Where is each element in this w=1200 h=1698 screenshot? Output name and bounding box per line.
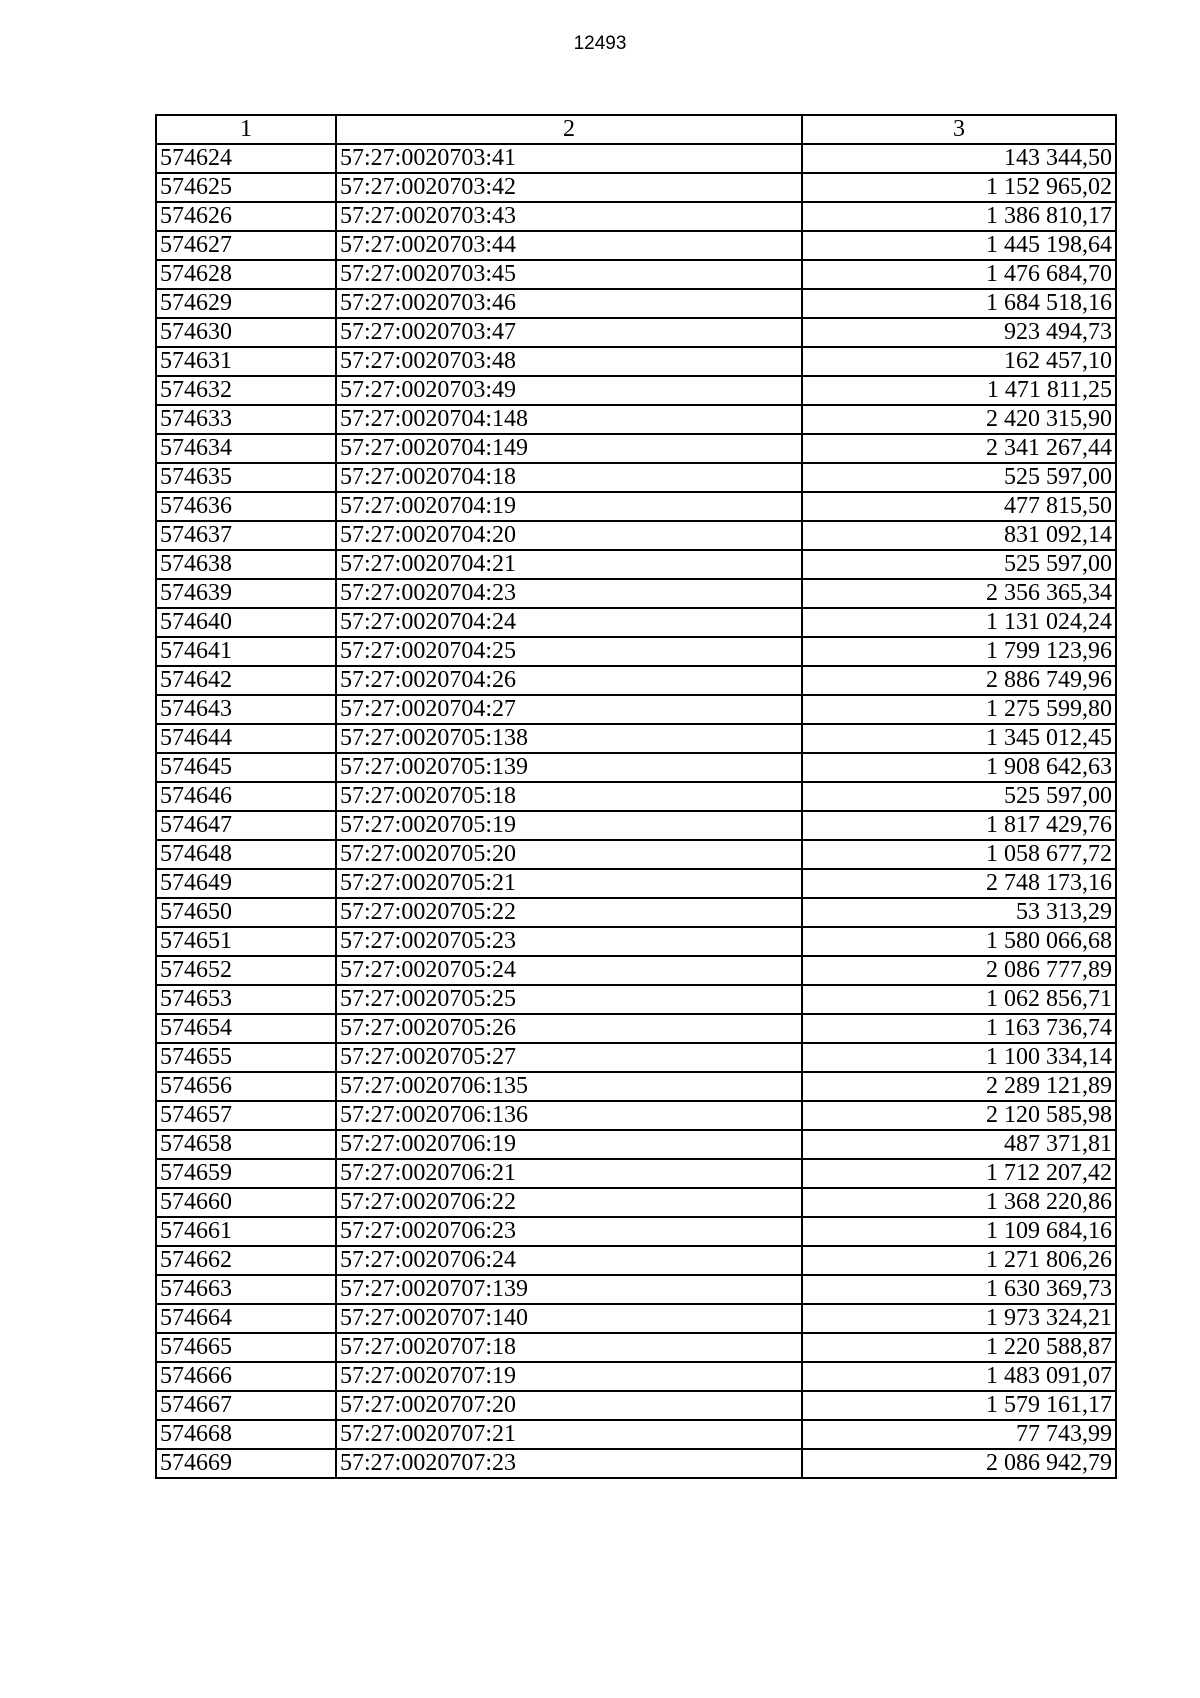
table-row (156, 1072, 1116, 1101)
value-cell: 1 817 429,76 (802, 811, 1116, 840)
value-cell: 2 748 173,16 (802, 869, 1116, 898)
cadastral-number-cell: 57:27:0020704:27 (336, 695, 802, 724)
table-row (156, 1275, 1116, 1304)
value-cell: 2 086 942,79 (802, 1449, 1116, 1478)
cadastral-number-cell: 57:27:0020704:26 (336, 666, 802, 695)
row-number-cell: 574663 (156, 1275, 336, 1304)
value-cell: 2 420 315,90 (802, 405, 1116, 434)
registry-table (155, 114, 1117, 1479)
cadastral-number-cell: 57:27:0020703:48 (336, 347, 802, 376)
cadastral-number-cell: 57:27:0020706:136 (336, 1101, 802, 1130)
table-row (156, 1391, 1116, 1420)
cadastral-number-cell: 57:27:0020705:21 (336, 869, 802, 898)
row-number-cell: 574628 (156, 260, 336, 289)
value-cell: 1 445 198,64 (802, 231, 1116, 260)
cadastral-number-cell: 57:27:0020705:26 (336, 1014, 802, 1043)
row-number-cell: 574652 (156, 956, 336, 985)
cadastral-number-cell: 57:27:0020705:23 (336, 927, 802, 956)
table-row (156, 173, 1116, 202)
cadastral-number-cell: 57:27:0020703:46 (336, 289, 802, 318)
value-cell: 1 580 066,68 (802, 927, 1116, 956)
value-cell: 477 815,50 (802, 492, 1116, 521)
table-row (156, 1362, 1116, 1391)
table-body (156, 144, 1116, 1478)
table-row (156, 724, 1116, 753)
value-cell: 1 630 369,73 (802, 1275, 1116, 1304)
row-number-cell: 574625 (156, 173, 336, 202)
row-number-cell: 574659 (156, 1159, 336, 1188)
table-row (156, 985, 1116, 1014)
table-row (156, 695, 1116, 724)
table-row (156, 1188, 1116, 1217)
cadastral-number-cell: 57:27:0020704:20 (336, 521, 802, 550)
cadastral-number-cell: 57:27:0020707:139 (336, 1275, 802, 1304)
table-row (156, 1304, 1116, 1333)
value-cell: 1 152 965,02 (802, 173, 1116, 202)
table-row (156, 956, 1116, 985)
row-number-cell: 574638 (156, 550, 336, 579)
cadastral-number-cell: 57:27:0020706:21 (336, 1159, 802, 1188)
cadastral-number-cell: 57:27:0020707:140 (336, 1304, 802, 1333)
cadastral-number-cell: 57:27:0020707:19 (336, 1362, 802, 1391)
row-number-cell: 574651 (156, 927, 336, 956)
row-number-cell: 574653 (156, 985, 336, 1014)
cadastral-number-cell: 57:27:0020705:138 (336, 724, 802, 753)
table-row (156, 1014, 1116, 1043)
cadastral-number-cell: 57:27:0020706:135 (336, 1072, 802, 1101)
cadastral-number-cell: 57:27:0020706:22 (336, 1188, 802, 1217)
value-cell: 1 062 856,71 (802, 985, 1116, 1014)
value-cell: 1 799 123,96 (802, 637, 1116, 666)
cadastral-number-cell: 57:27:0020704:21 (336, 550, 802, 579)
table-row (156, 898, 1116, 927)
row-number-cell: 574645 (156, 753, 336, 782)
table-row (156, 405, 1116, 434)
row-number-cell: 574626 (156, 202, 336, 231)
value-cell: 143 344,50 (802, 144, 1116, 173)
cadastral-number-cell: 57:27:0020705:19 (336, 811, 802, 840)
cadastral-number-cell: 57:27:0020703:47 (336, 318, 802, 347)
row-number-cell: 574644 (156, 724, 336, 753)
cadastral-number-cell: 57:27:0020705:139 (336, 753, 802, 782)
row-number-cell: 574637 (156, 521, 336, 550)
table-row (156, 1217, 1116, 1246)
header-row (156, 115, 1116, 144)
value-cell: 2 341 267,44 (802, 434, 1116, 463)
row-number-cell: 574636 (156, 492, 336, 521)
row-number-cell: 574641 (156, 637, 336, 666)
cadastral-number-cell: 57:27:0020706:19 (336, 1130, 802, 1159)
value-cell: 1 973 324,21 (802, 1304, 1116, 1333)
table-row (156, 1420, 1116, 1449)
row-number-cell: 574634 (156, 434, 336, 463)
row-number-cell: 574647 (156, 811, 336, 840)
value-cell: 2 086 777,89 (802, 956, 1116, 985)
table-row (156, 521, 1116, 550)
value-cell: 831 092,14 (802, 521, 1116, 550)
row-number-cell: 574649 (156, 869, 336, 898)
cadastral-number-cell: 57:27:0020704:18 (336, 463, 802, 492)
value-cell: 1 579 161,17 (802, 1391, 1116, 1420)
table-header (156, 115, 1116, 144)
row-number-cell: 574627 (156, 231, 336, 260)
row-number-cell: 574654 (156, 1014, 336, 1043)
cadastral-number-cell: 57:27:0020703:43 (336, 202, 802, 231)
value-cell: 1 100 334,14 (802, 1043, 1116, 1072)
table-row (156, 666, 1116, 695)
value-cell: 1 386 810,17 (802, 202, 1116, 231)
table-row (156, 202, 1116, 231)
cadastral-number-cell: 57:27:0020705:25 (336, 985, 802, 1014)
cadastral-number-cell: 57:27:0020707:21 (336, 1420, 802, 1449)
row-number-cell: 574648 (156, 840, 336, 869)
value-cell: 1 058 677,72 (802, 840, 1116, 869)
row-number-cell: 574635 (156, 463, 336, 492)
value-cell: 2 356 365,34 (802, 579, 1116, 608)
row-number-cell: 574632 (156, 376, 336, 405)
cadastral-number-cell: 57:27:0020705:24 (336, 956, 802, 985)
row-number-cell: 574624 (156, 144, 336, 173)
cadastral-number-cell: 57:27:0020704:24 (336, 608, 802, 637)
value-cell: 1 476 684,70 (802, 260, 1116, 289)
cadastral-number-cell: 57:27:0020704:25 (336, 637, 802, 666)
cadastral-number-cell: 57:27:0020707:23 (336, 1449, 802, 1478)
table-row (156, 608, 1116, 637)
table-row (156, 840, 1116, 869)
cadastral-number-cell: 57:27:0020703:42 (336, 173, 802, 202)
value-cell: 1 483 091,07 (802, 1362, 1116, 1391)
table-row (156, 318, 1116, 347)
row-number-cell: 574657 (156, 1101, 336, 1130)
row-number-cell: 574665 (156, 1333, 336, 1362)
table-row (156, 869, 1116, 898)
table-row (156, 1159, 1116, 1188)
row-number-cell: 574668 (156, 1420, 336, 1449)
table-row (156, 753, 1116, 782)
column-header-2: 2 (336, 115, 802, 144)
table-row (156, 434, 1116, 463)
value-cell: 2 886 749,96 (802, 666, 1116, 695)
row-number-cell: 574631 (156, 347, 336, 376)
cadastral-number-cell: 57:27:0020703:41 (336, 144, 802, 173)
row-number-cell: 574642 (156, 666, 336, 695)
table-row (156, 1101, 1116, 1130)
cadastral-number-cell: 57:27:0020703:44 (336, 231, 802, 260)
cadastral-number-cell: 57:27:0020704:19 (336, 492, 802, 521)
table-row (156, 579, 1116, 608)
cadastral-number-cell: 57:27:0020707:18 (336, 1333, 802, 1362)
value-cell: 1 471 811,25 (802, 376, 1116, 405)
value-cell: 525 597,00 (802, 463, 1116, 492)
value-cell: 2 289 121,89 (802, 1072, 1116, 1101)
row-number-cell: 574669 (156, 1449, 336, 1478)
value-cell: 1 163 736,74 (802, 1014, 1116, 1043)
column-header-3: 3 (802, 115, 1116, 144)
row-number-cell: 574650 (156, 898, 336, 927)
cadastral-number-cell: 57:27:0020706:24 (336, 1246, 802, 1275)
row-number-cell: 574660 (156, 1188, 336, 1217)
cadastral-number-cell: 57:27:0020705:22 (336, 898, 802, 927)
row-number-cell: 574646 (156, 782, 336, 811)
cadastral-number-cell: 57:27:0020705:27 (336, 1043, 802, 1072)
value-cell: 525 597,00 (802, 782, 1116, 811)
value-cell: 1 712 207,42 (802, 1159, 1116, 1188)
value-cell: 162 457,10 (802, 347, 1116, 376)
table-row (156, 1449, 1116, 1478)
value-cell: 1 684 518,16 (802, 289, 1116, 318)
row-number-cell: 574629 (156, 289, 336, 318)
row-number-cell: 574661 (156, 1217, 336, 1246)
value-cell: 1 275 599,80 (802, 695, 1116, 724)
cadastral-number-cell: 57:27:0020705:20 (336, 840, 802, 869)
row-number-cell: 574633 (156, 405, 336, 434)
table-row (156, 550, 1116, 579)
value-cell: 1 109 684,16 (802, 1217, 1116, 1246)
cadastral-number-cell: 57:27:0020704:23 (336, 579, 802, 608)
value-cell: 1 220 588,87 (802, 1333, 1116, 1362)
table-row (156, 1333, 1116, 1362)
table-row (156, 347, 1116, 376)
value-cell: 1 368 220,86 (802, 1188, 1116, 1217)
table-row (156, 492, 1116, 521)
cadastral-number-cell: 57:27:0020704:148 (336, 405, 802, 434)
cadastral-number-cell: 57:27:0020703:45 (336, 260, 802, 289)
value-cell: 2 120 585,98 (802, 1101, 1116, 1130)
table-row (156, 231, 1116, 260)
table-row (156, 927, 1116, 956)
table-row (156, 637, 1116, 666)
table-row (156, 144, 1116, 173)
table-row (156, 463, 1116, 492)
row-number-cell: 574656 (156, 1072, 336, 1101)
row-number-cell: 574640 (156, 608, 336, 637)
column-header-1: 1 (156, 115, 336, 144)
value-cell: 1 908 642,63 (802, 753, 1116, 782)
table-row (156, 260, 1116, 289)
cadastral-number-cell: 57:27:0020705:18 (336, 782, 802, 811)
table-row (156, 1043, 1116, 1072)
table-row (156, 811, 1116, 840)
row-number-cell: 574658 (156, 1130, 336, 1159)
row-number-cell: 574664 (156, 1304, 336, 1333)
value-cell: 1 131 024,24 (802, 608, 1116, 637)
row-number-cell: 574639 (156, 579, 336, 608)
value-cell: 1 271 806,26 (802, 1246, 1116, 1275)
page-number: 12493 (573, 33, 627, 54)
row-number-cell: 574643 (156, 695, 336, 724)
table-row (156, 289, 1116, 318)
value-cell: 53 313,29 (802, 898, 1116, 927)
value-cell: 525 597,00 (802, 550, 1116, 579)
value-cell: 487 371,81 (802, 1130, 1116, 1159)
cadastral-number-cell: 57:27:0020703:49 (336, 376, 802, 405)
row-number-cell: 574666 (156, 1362, 336, 1391)
row-number-cell: 574662 (156, 1246, 336, 1275)
row-number-cell: 574630 (156, 318, 336, 347)
cadastral-number-cell: 57:27:0020706:23 (336, 1217, 802, 1246)
table-row (156, 782, 1116, 811)
table-row (156, 1130, 1116, 1159)
value-cell: 1 345 012,45 (802, 724, 1116, 753)
row-number-cell: 574667 (156, 1391, 336, 1420)
table-row (156, 376, 1116, 405)
value-cell: 923 494,73 (802, 318, 1116, 347)
row-number-cell: 574655 (156, 1043, 336, 1072)
cadastral-number-cell: 57:27:0020704:149 (336, 434, 802, 463)
cadastral-number-cell: 57:27:0020707:20 (336, 1391, 802, 1420)
table-row (156, 1246, 1116, 1275)
value-cell: 77 743,99 (802, 1420, 1116, 1449)
